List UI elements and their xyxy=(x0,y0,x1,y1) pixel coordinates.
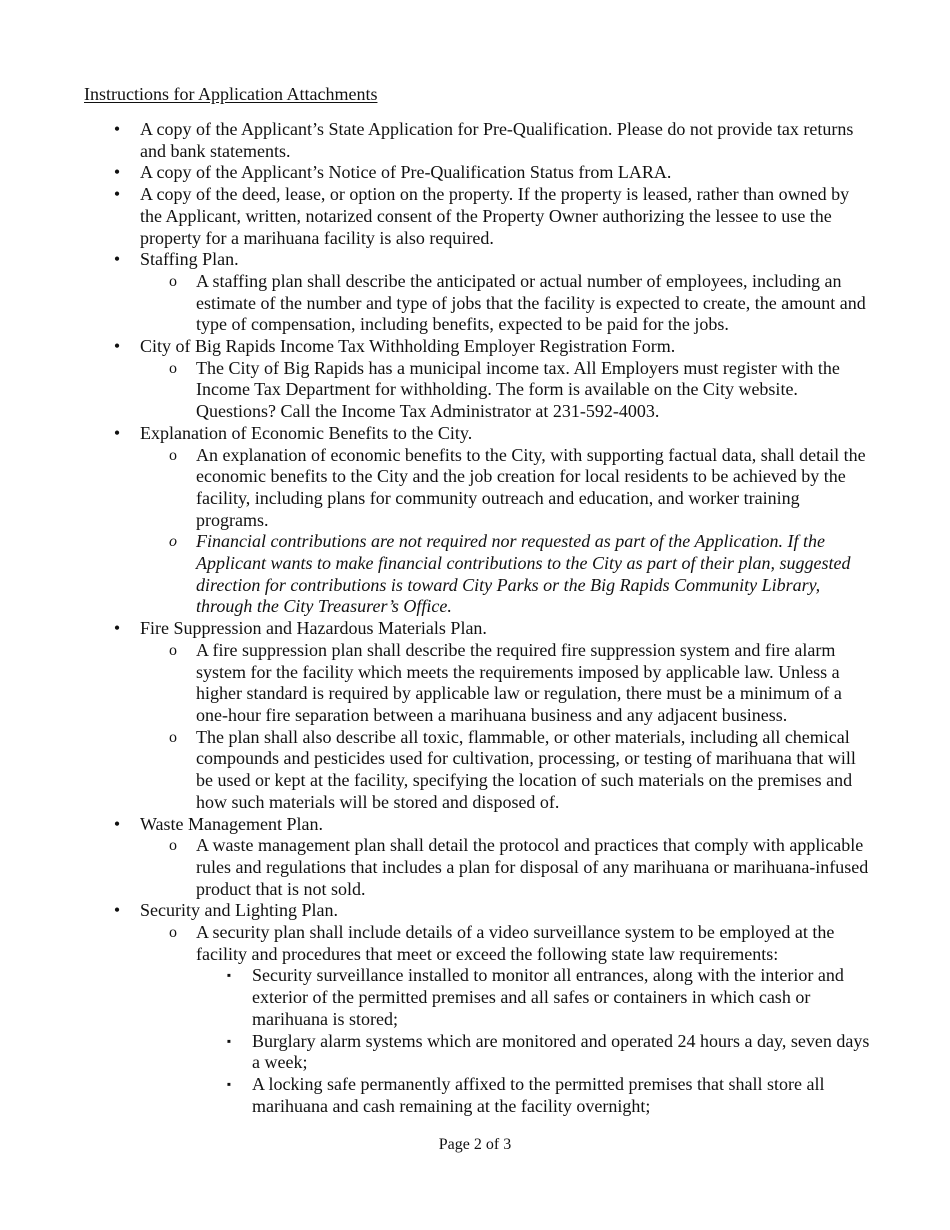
list-item-level-1 xyxy=(0,249,870,271)
bullet-marker: • xyxy=(113,119,121,139)
list-item-level-1 xyxy=(0,336,870,358)
list-item-text: A staffing plan shall describe the anticipated or actual number of employees, including an estimate of the number and type of jobs that the facility is expected to create, the amount and type of compensation, including benefits, expected to be paid for the jobs. xyxy=(196,270,866,335)
list-item-level-1 xyxy=(0,618,870,640)
bullet-marker: • xyxy=(113,618,121,639)
list-item-text: City of Big Rapids Income Tax Withholding Employer Registration Form. xyxy=(140,336,676,357)
bullet-marker: o xyxy=(169,272,177,290)
list-item-level-3 xyxy=(0,965,870,1030)
list-item-level-2 xyxy=(0,358,870,423)
list-item-level-2 xyxy=(0,531,870,618)
bullet-marker: • xyxy=(113,422,121,443)
bullet-marker: ▪ xyxy=(226,1033,232,1048)
list-item-text: Staffing Plan. xyxy=(140,249,239,270)
list-item-text: A security plan shall include details of a video surveillance system to be employed at the facility and procedures that meet or exceed the following state law requirements: xyxy=(196,922,835,964)
list-item-level-3 xyxy=(0,1031,870,1074)
list-item-text: A fire suppression plan shall describe the required fire suppression system and fire alarm system for the facility which meets the requirements imposed by applicable law. Unless a higher standard is required by applicable law or regulation, there must be a minimum of a one-hour fire separation between a marihuana business and any adjacent business. xyxy=(196,639,842,725)
list-item-level-1 xyxy=(0,814,870,836)
list-item-text: A copy of the deed, lease, or option on the property. If the property is leased, rather than owned by the Applicant, written, notarized consent of the Property Owner authorizing the lessee to use the property for a marihuana facility is also required. xyxy=(140,184,850,248)
list-item-text: Security and Lighting Plan. xyxy=(140,900,338,921)
bullet-marker: • xyxy=(113,900,121,921)
list-item-level-1 xyxy=(0,119,870,162)
list-item-level-1 xyxy=(0,162,870,184)
bullet-marker: • xyxy=(113,813,121,834)
bullet-marker: o xyxy=(169,359,177,377)
list-item-level-2 xyxy=(0,922,870,965)
bullet-marker: • xyxy=(113,184,121,205)
list-item-text: The plan shall also describe all toxic, flammable, or other materials, including all chemical compounds and pesticides used for cultivation, processing, or testing of marihuana that will be used or kept at the facility, specifying the location of such materials on the premises and how such materials will be stored and disposed of. xyxy=(196,726,856,812)
list-item-text: Security surveillance installed to monitor all entrances, along with the interior and exterior of the permitted premises and all safes or containers in which cash or marihuana is stored; xyxy=(252,965,844,1029)
list-item-level-2 xyxy=(0,835,870,900)
list-item-text: A copy of the Applicant’s State Application for Pre-Qualification. Please do not provide tax returns and bank statements. xyxy=(140,119,854,161)
list-item-text: A waste management plan shall detail the protocol and practices that comply with applicable rules and regulations that includes a plan for disposal of any marihuana or marihuana-infused product that is not sold. xyxy=(196,835,869,899)
list-item-level-2 xyxy=(0,727,870,814)
bullet-marker: o xyxy=(169,924,177,942)
attachment-list xyxy=(0,119,950,1117)
list-item-level-2 xyxy=(0,445,870,532)
list-item-level-2 xyxy=(0,271,870,336)
list-item-text: The City of Big Rapids has a municipal income tax. All Employers must register with the Income Tax Department for withholding. The form is available on the City website. Questions? Call the Income Tax Administrator at 231-592-4003. xyxy=(196,357,840,422)
bullet-marker: ▪ xyxy=(226,968,232,983)
list-item-text: Burglary alarm systems which are monitored and operated 24 hours a day, seven days a week; xyxy=(252,1030,870,1073)
list-item-level-3 xyxy=(0,1074,870,1117)
bullet-marker: • xyxy=(113,336,121,357)
list-item-text: Fire Suppression and Hazardous Materials Plan. xyxy=(140,618,487,639)
list-item-text: A locking safe permanently affixed to the permitted premises that shall store all marihuana and cash remaining at the facility overnight; xyxy=(252,1073,825,1116)
bullet-marker: ▪ xyxy=(226,1076,232,1091)
bullet-marker: o xyxy=(169,446,177,464)
section-heading: Instructions for Application Attachments xyxy=(84,84,378,104)
bullet-marker: o xyxy=(169,728,177,746)
list-item-level-1 xyxy=(0,423,870,445)
list-item-text: Financial contributions are not required nor requested as part of the Application. If the Applicant wants to make financial contributions to the City as part of their plan, suggested direction for contributions is toward City Parks or the Big Rapids Community Library, through the City Treasurer’s Office. xyxy=(196,531,851,617)
list-item-level-1 xyxy=(0,900,870,922)
list-item-level-2 xyxy=(0,640,870,727)
bullet-marker: o xyxy=(169,533,177,551)
bullet-marker: o xyxy=(169,837,177,855)
bullet-marker: • xyxy=(113,162,121,183)
bullet-marker: o xyxy=(169,641,177,659)
list-item-text: Explanation of Economic Benefits to the City. xyxy=(140,422,473,443)
page-number: Page 2 of 3 xyxy=(438,1136,512,1153)
list-item-text: A copy of the Applicant’s Notice of Pre-Qualification Status from LARA. xyxy=(140,162,672,183)
list-item-text: An explanation of economic benefits to the City, with supporting factual data, shall detail the economic benefits to the City and the job creation for local residents to be achieved by the facility, including plans for community outreach and education, and worker training programs. xyxy=(196,444,866,530)
bullet-marker: • xyxy=(113,249,121,270)
list-item-level-1 xyxy=(0,184,870,249)
list-item-text: Waste Management Plan. xyxy=(140,813,323,834)
